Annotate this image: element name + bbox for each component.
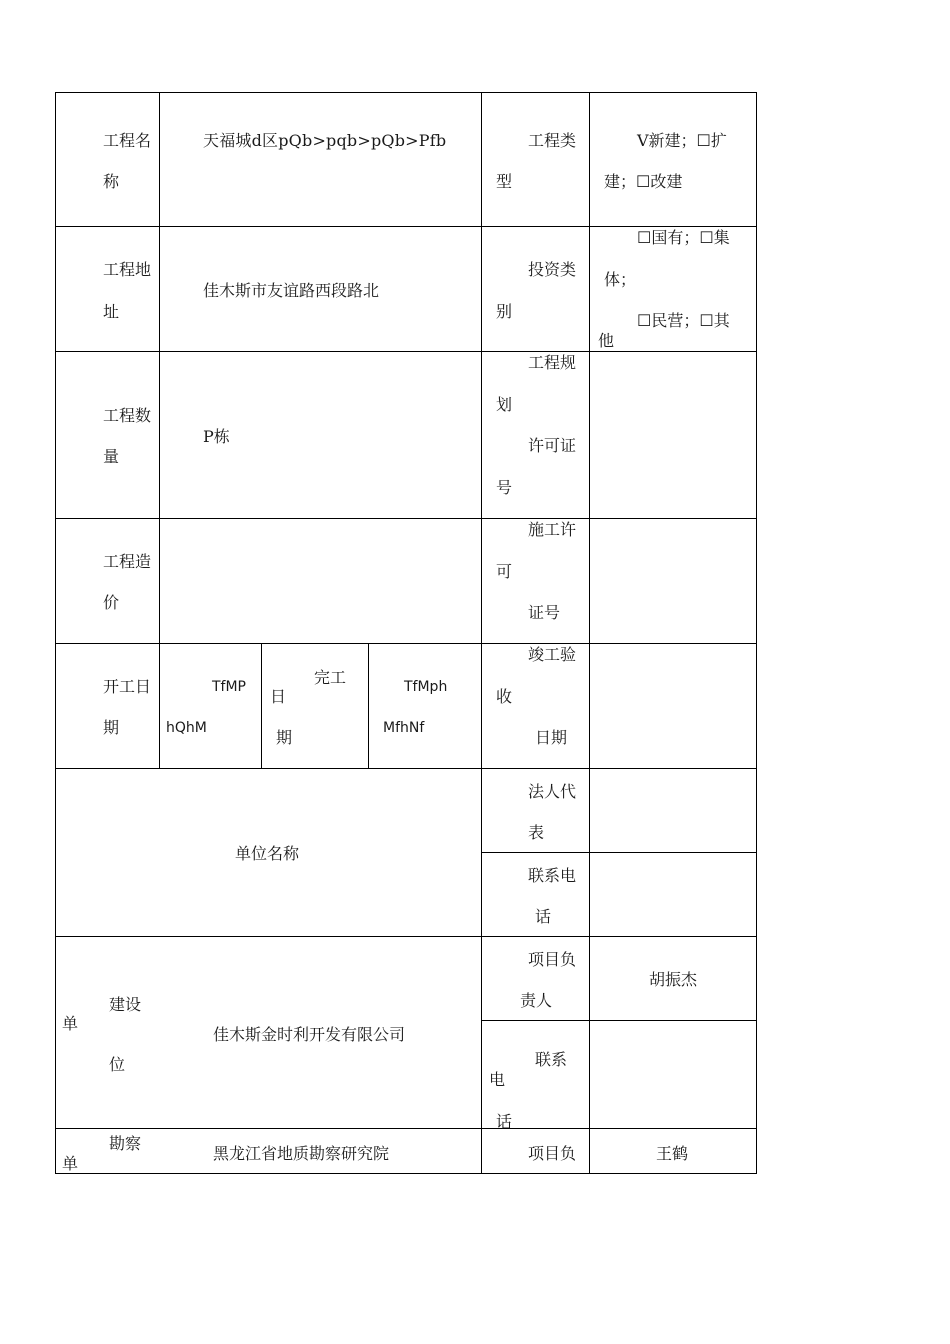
- project-type-options-line1: V新建；☐扩: [637, 131, 727, 150]
- grid-line: [55, 92, 757, 93]
- investment-type-label-cont: 别: [496, 302, 513, 321]
- grid-line: [55, 1128, 757, 1129]
- project-quantity-label-cont: 量: [103, 447, 120, 466]
- grid-line: [55, 768, 757, 769]
- investment-type-line2: 体；: [604, 270, 637, 289]
- grid-line: [159, 92, 160, 769]
- legal-rep-label: 法人代: [528, 782, 577, 801]
- planning-permit-label-2: 划: [496, 395, 513, 414]
- grid-line: [55, 518, 757, 519]
- project-type-options-line2: 建；☐改建: [604, 172, 683, 191]
- grid-line: [261, 643, 262, 769]
- contact-phone-label: 联系电: [528, 866, 577, 885]
- legal-rep-label-cont: 表: [528, 823, 545, 842]
- grid-line: [589, 92, 590, 1174]
- survey-manager-value: 王鹤: [656, 1144, 689, 1163]
- project-address-value: 佳木斯市友谊路西段路北: [203, 281, 380, 300]
- investment-type-label: 投资类: [528, 260, 577, 279]
- project-name-value: 天福城d区pQb>pqb>pQb>Pfb: [203, 131, 447, 150]
- project-quantity-label: 工程数: [103, 406, 152, 425]
- builder-phone-label-3: 话: [496, 1112, 513, 1131]
- start-date-label: 开工日: [103, 677, 152, 696]
- survey-label-2: 单: [62, 1154, 79, 1173]
- grid-line: [756, 92, 757, 1174]
- start-date-value-2: hQhM: [166, 720, 207, 736]
- builder-label-3: 位: [109, 1055, 126, 1074]
- builder-manager-label-cont: 责人: [520, 991, 553, 1010]
- investment-type-line1: ☐国有；☐集: [637, 228, 730, 247]
- grid-line: [55, 351, 757, 352]
- construction-permit-label-3: 证号: [528, 603, 561, 622]
- survey-label: 勘察: [109, 1134, 142, 1153]
- start-date-label-cont: 期: [103, 718, 120, 737]
- grid-line: [55, 1173, 757, 1174]
- completion-date-value-1: TfMph: [404, 679, 448, 695]
- investment-type-line4: 他: [598, 331, 615, 350]
- completion-date-label-3: 期: [276, 728, 293, 747]
- builder-label: 建设: [109, 995, 142, 1014]
- completion-date-label: 完工: [314, 668, 347, 687]
- construction-permit-label-2: 可: [496, 562, 513, 581]
- grid-line: [55, 936, 757, 937]
- project-address-label-cont: 址: [103, 302, 120, 321]
- builder-label-2: 单: [62, 1014, 79, 1033]
- planning-permit-label-3: 许可证: [528, 436, 577, 455]
- project-name-label-cont: 称: [103, 172, 120, 191]
- completion-date-label-2: 日: [270, 687, 287, 706]
- project-cost-label-cont: 价: [103, 593, 120, 612]
- grid-line: [481, 852, 757, 853]
- builder-manager-label: 项目负: [528, 950, 577, 969]
- grid-line: [55, 643, 757, 644]
- project-cost-label: 工程造: [103, 552, 152, 571]
- grid-line: [481, 1020, 757, 1021]
- planning-permit-label-4: 号: [496, 478, 513, 497]
- planning-permit-label: 工程规: [528, 353, 577, 372]
- project-address-label: 工程地: [103, 260, 152, 279]
- acceptance-date-label: 竣工验: [528, 645, 577, 664]
- survey-manager-label: 项目负: [528, 1144, 577, 1163]
- grid-line: [55, 92, 56, 1174]
- acceptance-date-label-2: 收: [496, 687, 513, 706]
- start-date-value-1: TfMP: [212, 679, 247, 695]
- builder-manager-value: 胡振杰: [649, 970, 698, 989]
- builder-phone-label: 联系: [535, 1050, 568, 1069]
- completion-date-value-2: MfhNf: [383, 720, 425, 736]
- construction-permit-label: 施工许: [528, 520, 577, 539]
- builder-phone-label-2: 电: [489, 1070, 506, 1089]
- project-type-label-cont: 型: [496, 172, 513, 191]
- contact-phone-label-cont: 话: [535, 907, 552, 926]
- project-type-label: 工程类: [528, 131, 577, 150]
- project-quantity-value: P栋: [203, 427, 230, 446]
- grid-line: [368, 643, 369, 769]
- survey-value: 黑龙江省地质勘察研究院: [213, 1144, 390, 1163]
- builder-value: 佳木斯金时利开发有限公司: [213, 1025, 406, 1044]
- grid-line: [481, 92, 482, 1174]
- acceptance-date-label-3: 日期: [535, 728, 568, 747]
- grid-line: [55, 226, 757, 227]
- project-name-label: 工程名: [103, 131, 152, 150]
- investment-type-line3: ☐民营；☐其: [637, 311, 730, 330]
- unit-name-header: 单位名称: [235, 844, 300, 863]
